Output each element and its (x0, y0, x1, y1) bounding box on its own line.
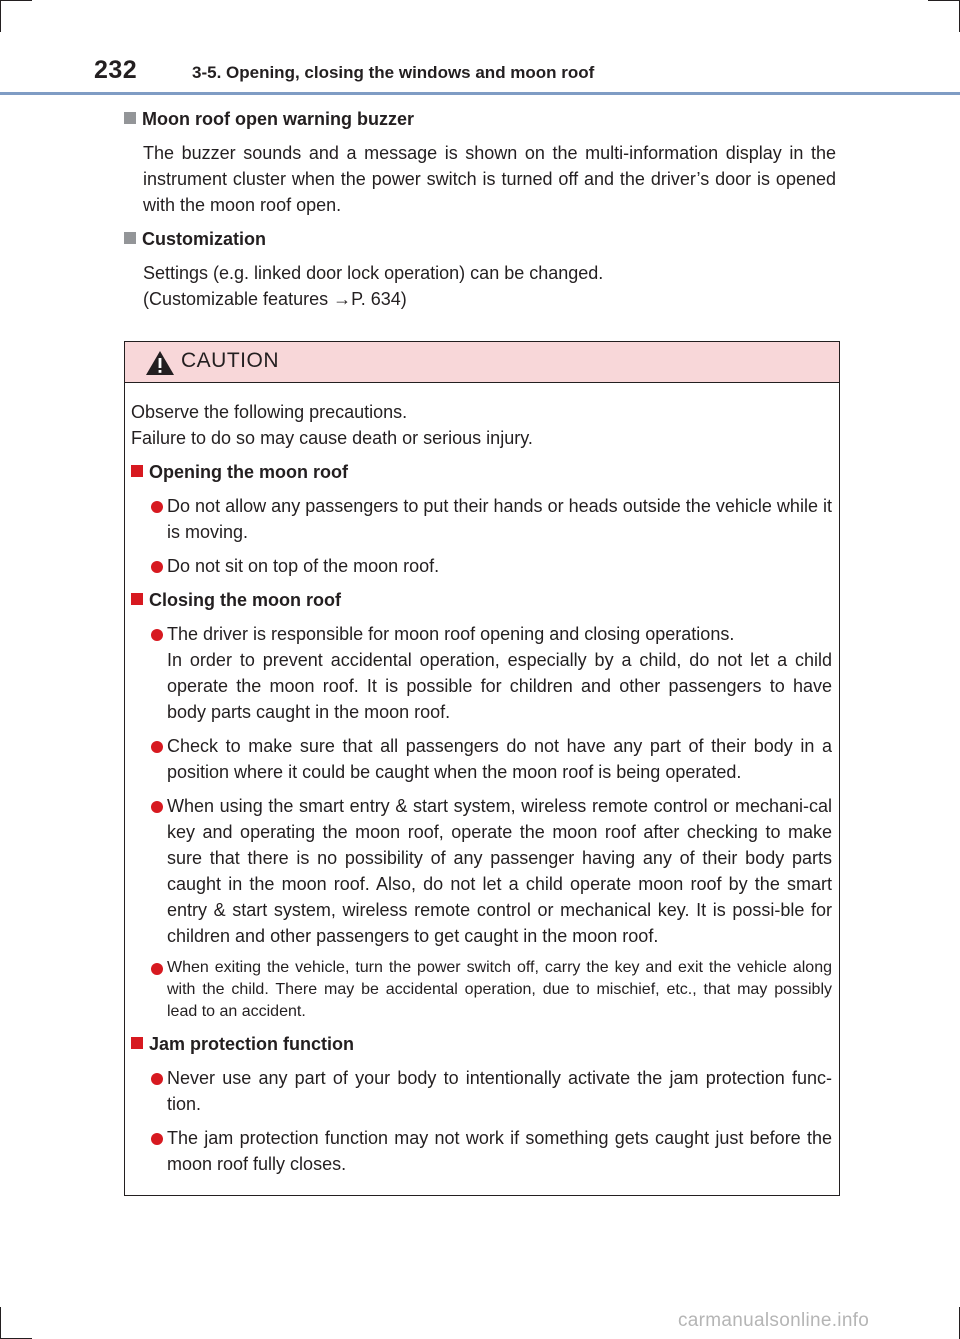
caution-body (125, 383, 839, 1177)
bullet-icon (151, 1133, 163, 1145)
crop-mark (928, 0, 960, 1)
list-item: Check to make sure that all passengers do not have any part of their body in a position where it could be caught when the moon roof is being operated. (131, 733, 832, 785)
bullet-icon (151, 801, 163, 813)
main-content (124, 106, 836, 320)
crop-mark (0, 0, 32, 1)
caution-group-heading: Jam protection function (131, 1031, 832, 1057)
bullet-icon (151, 1073, 163, 1085)
page-header (0, 52, 960, 96)
crop-mark (0, 0, 1, 32)
page-reference-link[interactable]: (Customizable features →P. 634) (143, 289, 407, 309)
caution-box (124, 341, 840, 1196)
bullet-icon (151, 741, 163, 753)
list-item: The jam protection function may not work if something gets caught just before the moon roof fully closes. (131, 1125, 832, 1177)
caution-title: CAUTION (181, 349, 279, 372)
warning-triangle-icon (145, 350, 175, 376)
crop-mark (0, 1307, 1, 1339)
caution-header (125, 342, 839, 383)
square-marker-icon (131, 593, 143, 605)
section-moon-roof-buzzer (124, 106, 836, 218)
list-item: When using the smart entry & start system, wireless remote control or mechani-cal key and operating the moon roof, operate the moon roof after checking to make sure that there is no possibility of any passenger having any of their body parts caught in the moon roof. Also, do not let a child operate moon roof by the smart entry & start system, wireless remote control or mechanical key. It is possi-ble for children and other passengers to get caught in the moon roof. (131, 793, 832, 949)
list-item: When exiting the vehicle, turn the power switch off, carry the key and exit the vehicle along with the child. There may be accidental operation, due to mischief, etc., that may possibly lead to an accident. (131, 957, 832, 1023)
bullet-icon (151, 963, 163, 975)
watermark: carmanualsonline.info (678, 1310, 870, 1331)
caution-group-heading: Closing the moon roof (131, 587, 832, 613)
section-title: 3-5. Opening, closing the windows and moon roof (192, 63, 595, 82)
list-item: Do not allow any passengers to put their hands or heads outside the vehicle while it is moving. (131, 493, 832, 545)
square-marker-icon (131, 1037, 143, 1049)
list-item: Do not sit on top of the moon roof. (131, 553, 832, 579)
square-marker-icon (124, 232, 136, 244)
section-heading: Customization (124, 226, 836, 252)
section-paragraph: The buzzer sounds and a message is shown on the multi-information display in the instrument cluster when the power switch is turned off and the driver’s door is opened with the moon roof open. (143, 143, 836, 215)
list-item: The driver is responsible for moon roof opening and closing operations. In order to prevent accidental operation, especially by a child, do not let a child operate the moon roof. It is possible for children and other passengers to have body parts caught in the moon roof. (131, 621, 832, 725)
list-item: Never use any part of your body to intentionally activate the jam protection func-tion. (131, 1065, 832, 1117)
section-heading: Moon roof open warning buzzer (124, 106, 836, 132)
section-customization (124, 226, 836, 312)
header-rule (0, 92, 960, 95)
bullet-icon (151, 561, 163, 573)
bullet-icon (151, 501, 163, 513)
square-marker-icon (131, 465, 143, 477)
caution-group-heading: Opening the moon roof (131, 459, 832, 485)
caution-intro: Observe the following precautions. Failure to do so may cause death or serious injury. (131, 402, 533, 448)
square-marker-icon (124, 112, 136, 124)
section-paragraph: Settings (e.g. linked door lock operation) can be changed. (Customizable features →P. 634) (143, 260, 836, 312)
bullet-icon (151, 629, 163, 641)
page-number: 232 (94, 56, 138, 84)
